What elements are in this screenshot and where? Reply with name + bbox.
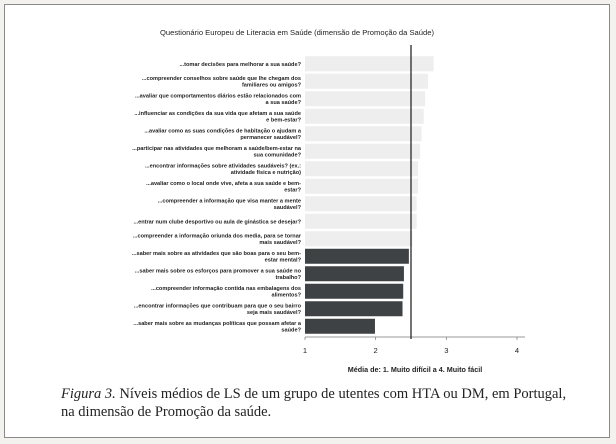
bar [305, 231, 412, 246]
figure-label: Figura 3. [61, 386, 116, 402]
x-axis-label: Média de: 1. Muito difícil a 4. Muito fácil [347, 365, 483, 374]
bar [305, 161, 418, 176]
category-label: ...saber mais sobre os esforços para promover a sua saúde no trabalho? [134, 268, 301, 281]
category-label: ...compreender informação contida nas embalagens dos alimentos? [151, 286, 301, 299]
category-label: ...avaliar como as suas condições de habitação o ajudam a permanecer saudável? [144, 128, 301, 141]
category-label: ...avaliar como o local onde vive, afeta a sua saúde e bem-estar? [146, 181, 301, 194]
x-tick-label: 3 [444, 346, 449, 355]
bar [305, 266, 404, 281]
bar [305, 126, 422, 141]
bar [305, 301, 403, 316]
category-label: ...saber mais sobre as mudanças políticas que possam afetar a saúde? [133, 321, 301, 334]
category-label: ...entrar num clube desportivo ou aula de ginástica se desejar? [133, 219, 301, 226]
bar [305, 56, 434, 71]
category-label: ...encontrar informações sobre atividades saudáveis? (ex.: atividade física e nutrição) [144, 163, 301, 176]
bar-chart [5, 5, 609, 375]
category-label: ...compreender a informação oriunda dos media, para se tornar mais saudável? [132, 233, 301, 246]
bar [305, 284, 403, 299]
bar [305, 109, 424, 124]
bar [305, 214, 417, 229]
x-tick-label: 2 [373, 346, 378, 355]
bar [305, 144, 420, 159]
bar [305, 249, 409, 264]
category-label: ...encontrar informações que contribuam para que o seu bairro seja mais saudável? [133, 303, 301, 316]
category-label: ...participar nas atividades que melhoram a saúde/bem-estar na sua comunidade? [132, 146, 301, 159]
bar [305, 91, 425, 106]
category-label: ...tomar decisões para melhorar a sua saúde? [179, 61, 301, 68]
figure-caption [61, 385, 581, 421]
category-label: ...influenciar as condições da sua vida que afetam a sua saúde e bem-estar? [134, 111, 301, 124]
figure-frame [4, 4, 610, 438]
caption-text: Níveis médios de LS de um grupo de utentes com HTA ou DM, em Portugal, na dimensão de Promoção da saúde. [61, 386, 567, 420]
x-tick-label: 4 [514, 346, 520, 355]
bar [305, 179, 418, 194]
chart-title: Questionário Europeu de Literacia em Saúde (dimensão de Promoção da Saúde) [160, 28, 434, 37]
bar [305, 196, 417, 211]
category-label: ...compreender a informação que visa manter a mente saudável? [157, 198, 301, 211]
x-tick-label: 1 [302, 346, 308, 355]
category-label: ...compreender conselhos sobre saúde que lhe chegam dos familiares ou amigos? [141, 76, 301, 89]
bar [305, 319, 375, 334]
bar [305, 74, 428, 89]
category-label: ...saber mais sobre as atividades que são boas para o seu bem-estar mental? [131, 251, 301, 264]
category-label: ...avaliar que comportamentos diários estão relacionados com a sua saúde? [134, 93, 301, 106]
